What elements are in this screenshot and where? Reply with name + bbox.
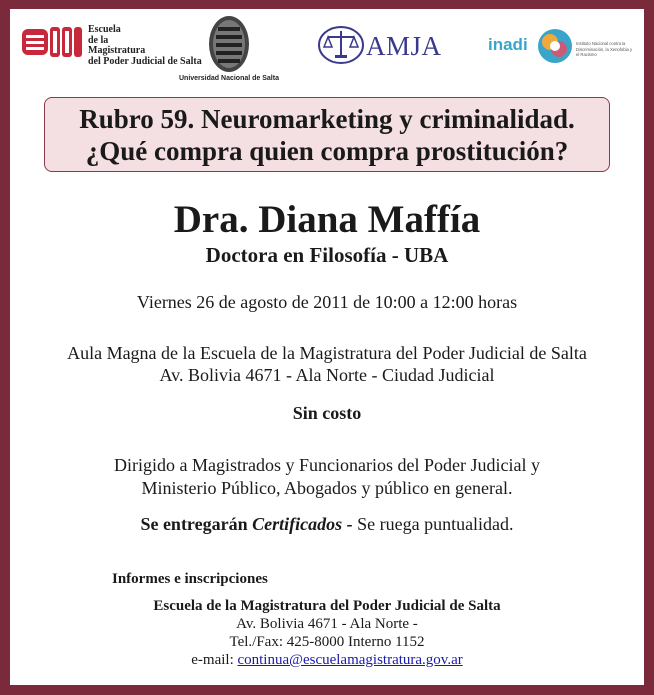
title-line-2: ¿Qué compra quien compra prostitución? [85,136,569,166]
contact-org: Escuela de la Magistratura del Poder Judicial de Salta [153,598,501,614]
speaker-degree: Doctora en Filosofía - UBA [205,243,449,267]
title-line-1: Rubro 59. Neuromarketing y criminalidad. [79,104,575,134]
audience-line-1: Dirigido a Magistrados y Funcionarios del Poder Judicial y [114,455,540,475]
event-date: Viernes 26 de agosto de 2011 de 10:00 a 12:00 horas [136,292,518,312]
inadi-caption: Instituto Nacional contra la Discriminación, la Xenofobia y el Racismo [576,41,633,57]
unsa-logo [170,15,288,87]
escuela-logo [22,23,202,67]
speaker-name: Dra. Diana Maffía [173,198,481,241]
amja-name: AMJA [366,31,442,61]
certificate-note [10,514,644,535]
email-label: e-mail: [191,652,238,668]
escuela-logo-text: Escuela de la Magistratura del Poder Judicial de Salta [88,24,202,67]
inadi-circle-icon [536,27,574,65]
unsa-caption: Universidad Nacional de Salta [179,75,279,82]
audience-line-2: Ministerio Público, Abogados y público en general. [141,478,513,498]
email-link[interactable]: continua@escuelamagistratura.gov.ar [237,652,463,668]
escuela-emblem-icon [22,25,82,59]
contact-heading: Informes e inscripciones [112,571,268,587]
title-box [44,97,610,172]
unsa-seal-icon [208,15,250,73]
flyer-page [10,9,644,685]
venue-line-1: Aula Magna de la Escuela de la Magistratura del Poder Judicial de Salta [67,343,587,363]
contact-email-line [10,652,644,669]
cost-label: Sin costo [292,403,362,423]
cert-suffix: Se ruega puntualidad. [357,514,514,534]
contact-phone: Tel./Fax: 425-8000 Interno 1152 [229,634,425,650]
cert-italic: Certificados - [252,514,358,534]
cert-prefix: Se entregarán [140,514,253,534]
amja-logo [316,25,456,69]
scales-of-justice-icon [318,25,364,65]
venue-line-2: Av. Bolivia 4671 - Ala Norte - Ciudad Judicial [159,365,495,385]
contact-address: Av. Bolivia 4671 - Ala Norte - [236,616,418,632]
inadi-logo [484,23,634,69]
inadi-name: inadi [488,35,528,54]
